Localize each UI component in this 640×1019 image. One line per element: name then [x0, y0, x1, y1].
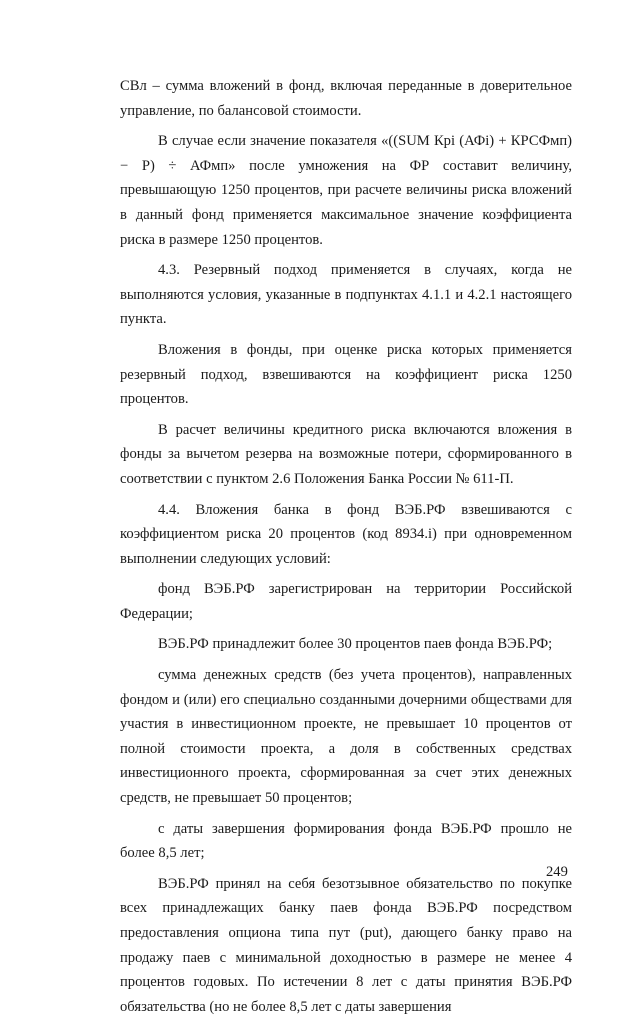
paragraph-10: с даты завершения формирования фонда ВЭБ.РФ прошло не более 8,5 лет; — [120, 820, 572, 862]
paragraph-11: ВЭБ.РФ принял на себя безотзывное обязательство по покупке всех принадлежащих банку паев фонда ВЭБ.РФ посредством предоставления опциона типа пут (put), дающего банку право на продажу паев с минимальной доходностью в размере не менее 4 процентов годовых. По истечении 8 лет с даты принятия ВЭБ.РФ обязательства (но не более 8,5 лет с даты завершения — [120, 875, 572, 1015]
paragraph-2: В случае если значение показателя «((SUM Кpi (АФi) + КРСФмп) − Р) ÷ АФмп» после умножения на ФР составит величину, превышающую 1250 процентов, при расчете величины риска вложений в данный фонд применяется максимальное значение коэффициента риска в размере 1250 процентов. — [120, 133, 572, 248]
body-text — [120, 74, 572, 1019]
paragraph-6: 4.4. Вложения банка в фонд ВЭБ.РФ взвешиваются с коэффициентом риска 20 процентов (код 8934.i) при одновременном выполнении следующих условий: — [120, 501, 572, 567]
paragraph-4: Вложения в фонды, при оценке риска которых применяется резервный подход, взвешиваются на коэффициент риска 1250 процентов. — [120, 341, 572, 408]
paragraph-9: сумма денежных средств (без учета процентов), направленных фондом и (или) его специально созданными дочерними обществами для участия в инвестиционном проекте, не превышает 10 процентов от полной стоимости проекта, а доля в собственных средствах инвестиционного проекта, сформированная за счет этих денежных средств, не превышает 50 процентов; — [120, 667, 572, 807]
paragraph-1: СВл – сумма вложений в фонд, включая переданные в доверительное управление, по балансовой стоимости. — [120, 78, 572, 119]
page-number: 249 — [546, 864, 568, 880]
paragraph-7: фонд ВЭБ.РФ зарегистрирован на территории Российской Федерации; — [120, 581, 572, 622]
paragraph-5: В расчет величины кредитного риска включаются вложения в фонды за вычетом резерва на возможные потери, сформированного в соответствии с пунктом 2.6 Положения Банка России № 611-П. — [120, 421, 572, 487]
paragraph-3: 4.3. Резервный подход применяется в случаях, когда не выполняются условия, указанные в подпунктах 4.1.1 и 4.2.1 настоящего пункта. — [120, 262, 572, 328]
paragraph-8: ВЭБ.РФ принадлежит более 30 процентов паев фонда ВЭБ.РФ; — [158, 636, 553, 653]
